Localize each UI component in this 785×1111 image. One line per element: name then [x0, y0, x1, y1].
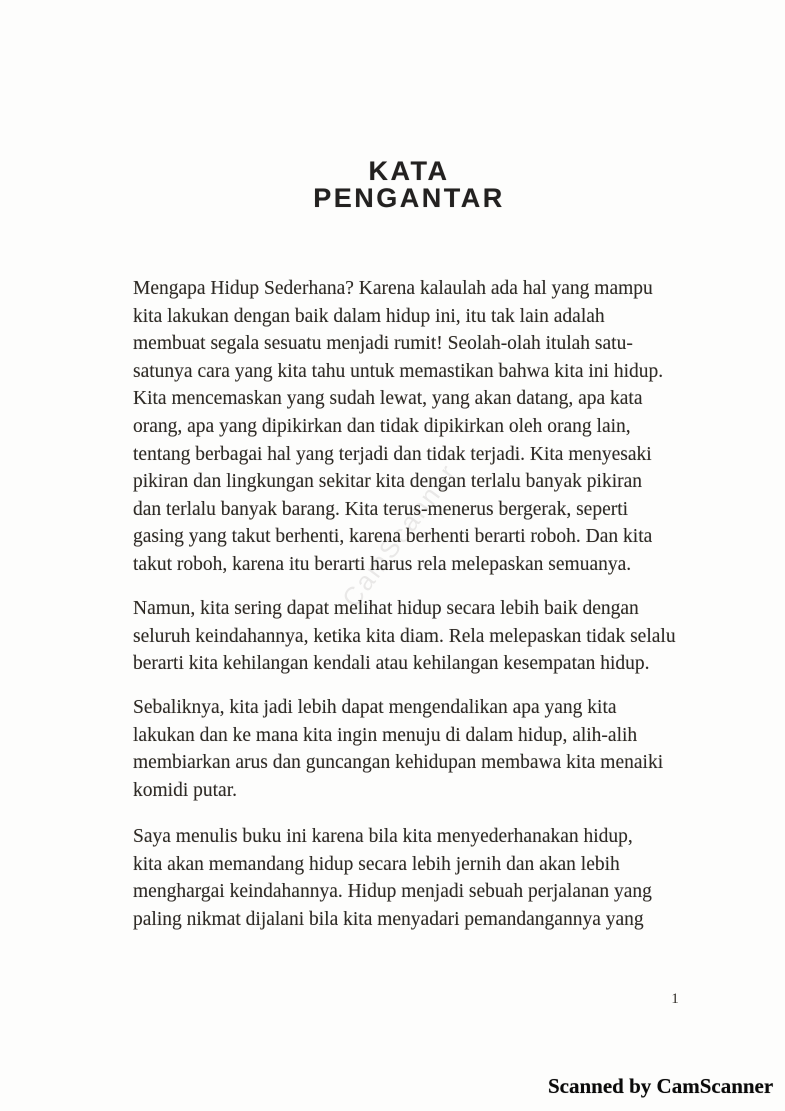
text-line: orang, apa yang dipikirkan dan tidak dipikirkan oleh orang lain,	[133, 415, 631, 437]
text-line: membiarkan arus dan guncangan kehidupan membawa kita menaiki	[133, 752, 664, 774]
text-line: membuat segala sesuatu menjadi rumit! Seolah-olah itulah satu-	[133, 333, 633, 355]
text-line: Namun, kita sering dapat melihat hidup secara lebih baik dengan	[133, 598, 639, 619]
text-line: kita akan memandang hidup secara lebih jernih dan akan lebih	[133, 853, 620, 875]
body-paragraph-2	[133, 595, 713, 678]
text-line: Mengapa Hidup Sederhana? Karena kalaulah ada hal yang mampu	[133, 278, 653, 299]
text-line: gasing yang takut berhenti, karena berhenti berarti roboh. Dan kita	[133, 526, 653, 548]
text-line: kita lakukan dengan baik dalam hidup ini, itu tak lain adalah	[133, 305, 605, 327]
text-line: KATA	[368, 156, 450, 186]
text-line: dan terlalu banyak barang. Kita terus-menerus bergerak, seperti	[133, 498, 629, 520]
camscanner-credit: Scanned by CamScanner	[548, 1074, 774, 1098]
text-line: Sebaliknya, kita jadi lebih dapat mengendalikan apa yang kita	[133, 697, 617, 718]
text-line: berarti kita kehilangan kendali atau kehilangan kesempatan hidup.	[133, 653, 650, 675]
text-line: Saya menulis buku ini karena bila kita menyederhanakan hidup,	[133, 826, 633, 847]
text-line: PENGANTAR	[313, 183, 505, 213]
page-number: 1	[671, 991, 679, 1007]
text-line: paling nikmat dijalani bila kita menyadari pemandangannya yang	[133, 908, 644, 930]
text-line: komidi putar.	[133, 779, 237, 801]
text-line: menghargai keindahannya. Hidup menjadi sebuah perjalanan yang	[133, 881, 652, 903]
body-paragraph-3	[133, 694, 713, 804]
body-paragraph-4	[133, 823, 713, 933]
body-paragraph-1	[133, 275, 713, 579]
text-line: Kita mencemaskan yang sudah lewat, yang akan datang, apa kata	[133, 388, 643, 410]
page-title	[133, 158, 685, 212]
text-line: tentang berbagai hal yang terjadi dan tidak terjadi. Kita menyesaki	[133, 443, 652, 465]
diagonal-watermark: CamScanner	[335, 457, 464, 613]
text-line: takut roboh, karena itu berarti harus rela melepaskan semuanya.	[133, 553, 632, 575]
text-line: lakukan dan ke mana kita ingin menuju di dalam hidup, alih-alih	[133, 724, 638, 746]
text-line: seluruh keindahannya, ketika kita diam. Rela melepaskan tidak selalu	[133, 625, 676, 647]
text-line: pikiran dan lingkungan sekitar kita dengan terlalu banyak pikiran	[133, 471, 643, 493]
text-line: satunya cara yang kita tahu untuk memastikan bahwa kita ini hidup.	[133, 360, 664, 382]
